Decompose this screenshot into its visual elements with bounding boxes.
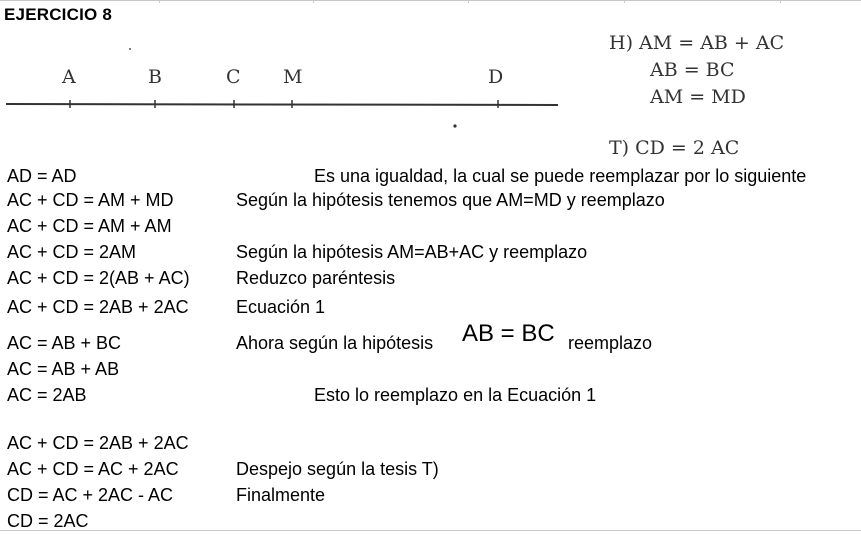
step-note: Ecuación 1 <box>236 297 326 317</box>
gridline-tick <box>468 0 469 3</box>
step-note: Finalmente <box>236 485 326 505</box>
step-equation: AC + CD = AM + MD <box>7 190 174 210</box>
step-equation: AC + CD = 2AM <box>7 242 137 262</box>
step-note: Despejo según la tesis T) <box>236 459 439 479</box>
step-equation: AC = 2AB <box>7 385 87 405</box>
step-equation: AD = AD <box>7 166 77 186</box>
step-note: Es una igualdad, la cual se puede reemplazar por lo siguiente <box>314 166 807 186</box>
point-label-c: C <box>226 66 241 88</box>
point-label-m: M <box>283 66 303 88</box>
point-label-b: B <box>148 66 162 88</box>
step-equation: CD = AC + 2AC - AC <box>7 485 174 505</box>
gridline-tick <box>159 0 160 3</box>
step-note: Según la hipótesis AM=AB+AC y reemplazo <box>236 242 588 262</box>
step-equation: AC + CD = 2AB + 2AC <box>7 433 189 453</box>
step-equation: AC = AB + BC <box>7 333 122 353</box>
scanned-figure <box>0 28 861 168</box>
step-note: Ahora según la hipótesis <box>236 333 434 353</box>
gridline-tick <box>313 0 314 3</box>
point-label-d: D <box>488 66 504 88</box>
step-note: Reduzco paréntesis <box>236 268 396 288</box>
hypothesis-line-2: AB = BC <box>650 59 735 81</box>
top-gridline <box>0 0 861 1</box>
segment-line <box>6 104 558 105</box>
bottom-gridline <box>0 530 861 531</box>
exercise-title: EJERCICIO 8 <box>4 5 113 24</box>
step-equation: AC + CD = AC + 2AC <box>7 459 179 479</box>
step-equation: AC + CD = AM + AM <box>7 216 172 236</box>
scan-speck <box>129 48 131 50</box>
point-label-a: A <box>62 66 76 88</box>
inline-hypothesis-equation: AB = BC <box>462 320 555 347</box>
step-equation: CD = 2AC <box>7 511 89 531</box>
step-note-after: reemplazo <box>568 333 653 353</box>
gridline-tick <box>780 0 781 3</box>
gridline-tick <box>624 0 625 3</box>
scan-speck <box>453 124 456 127</box>
hypothesis-line-3: AM = MD <box>650 86 746 108</box>
thesis-line: T) CD = 2 AC <box>609 137 740 159</box>
step-equation: AC + CD = 2(AB + AC) <box>7 268 190 288</box>
step-equation: AC + CD = 2AB + 2AC <box>7 297 189 317</box>
hypothesis-line-1: H) AM = AB + AC <box>609 32 785 54</box>
step-note: Según la hipótesis tenemos que AM=MD y reemplazo <box>236 190 665 210</box>
step-equation: AC = AB + AB <box>7 359 120 379</box>
step-note: Esto lo reemplazo en la Ecuación 1 <box>314 385 597 405</box>
